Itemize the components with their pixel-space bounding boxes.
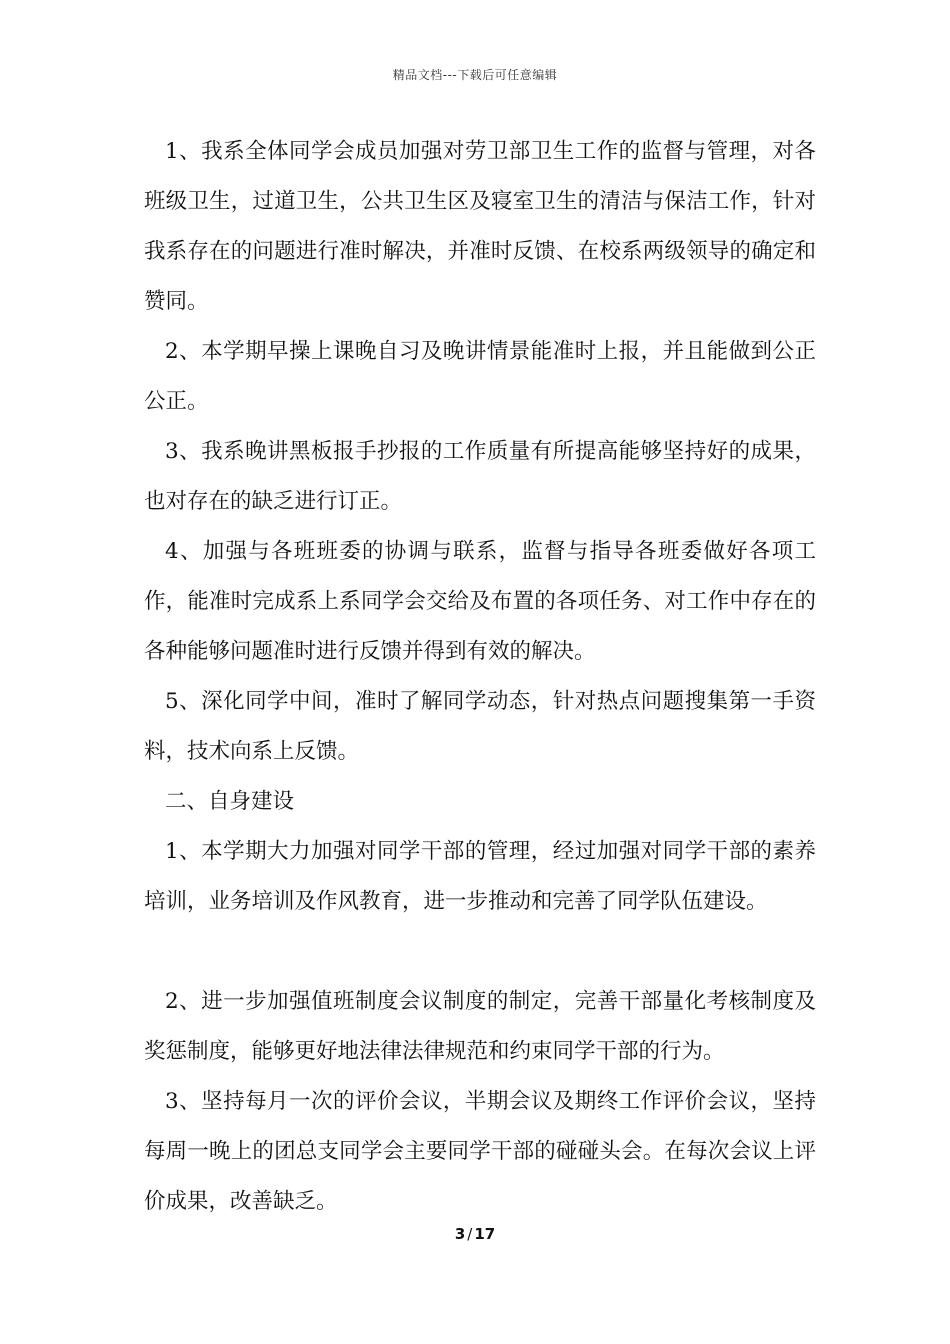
paragraph-item-6: 1、本学期大力加强对同学干部的管理，经过加强对同学干部的素养培训，业务培训及作风教育，进一步推动和完善了同学队伍建设。 — [144, 839, 816, 914]
paragraph-item-4: 4、加强与各班班委的协调与联系，监督与指导各班委做好各项工作，能准时完成系上系同学会交给及布置的各项任务、对工作中存在的各种能够问题准时进行反馈并得到有效的解决。 — [144, 539, 816, 664]
paragraph-item-3: 3、我系晚讲黑板报手抄报的工作质量有所提高能够坚持好的成果，也对存在的缺乏进行订正。 — [144, 439, 816, 514]
page-number — [0, 1225, 950, 1243]
total-page-count: 17 — [474, 1225, 496, 1243]
document-body — [144, 127, 816, 1227]
page-header: 精品文档---下载后可任意编辑 — [392, 68, 558, 82]
page-number-separator: / — [467, 1225, 473, 1243]
paragraph-item-1: 1、我系全体同学会成员加强对劳卫部卫生工作的监督与管理，对各班级卫生，过道卫生，公共卫生区及寝室卫生的清洁与保洁工作，针对我系存在的问题进行准时解决，并准时反馈、在校系两级领导的确定和赞同。 — [144, 139, 816, 314]
paragraph-item-8: 3、坚持每月一次的评价会议，半期会议及期终工作评价会议，坚持每周一晚上的团总支同学会主要同学干部的碰碰头会。在每次会议上评价成果，改善缺乏。 — [144, 1089, 816, 1214]
paragraph-item-5: 5、深化同学中间，准时了解同学动态，针对热点问题搜集第一手资料，技术向系上反馈。 — [144, 689, 816, 764]
paragraph-item-2: 2、本学期早操上课晚自习及晚讲情景能准时上报，并且能做到公正公正。 — [144, 339, 816, 414]
section-heading: 二、自身建设 — [165, 789, 295, 814]
paragraph-item-7: 2、进一步加强值班制度会议制度的制定，完善干部量化考核制度及奖惩制度，能够更好地法律法律规范和约束同学干部的行为。 — [144, 989, 816, 1064]
current-page-number: 3 — [454, 1225, 466, 1243]
